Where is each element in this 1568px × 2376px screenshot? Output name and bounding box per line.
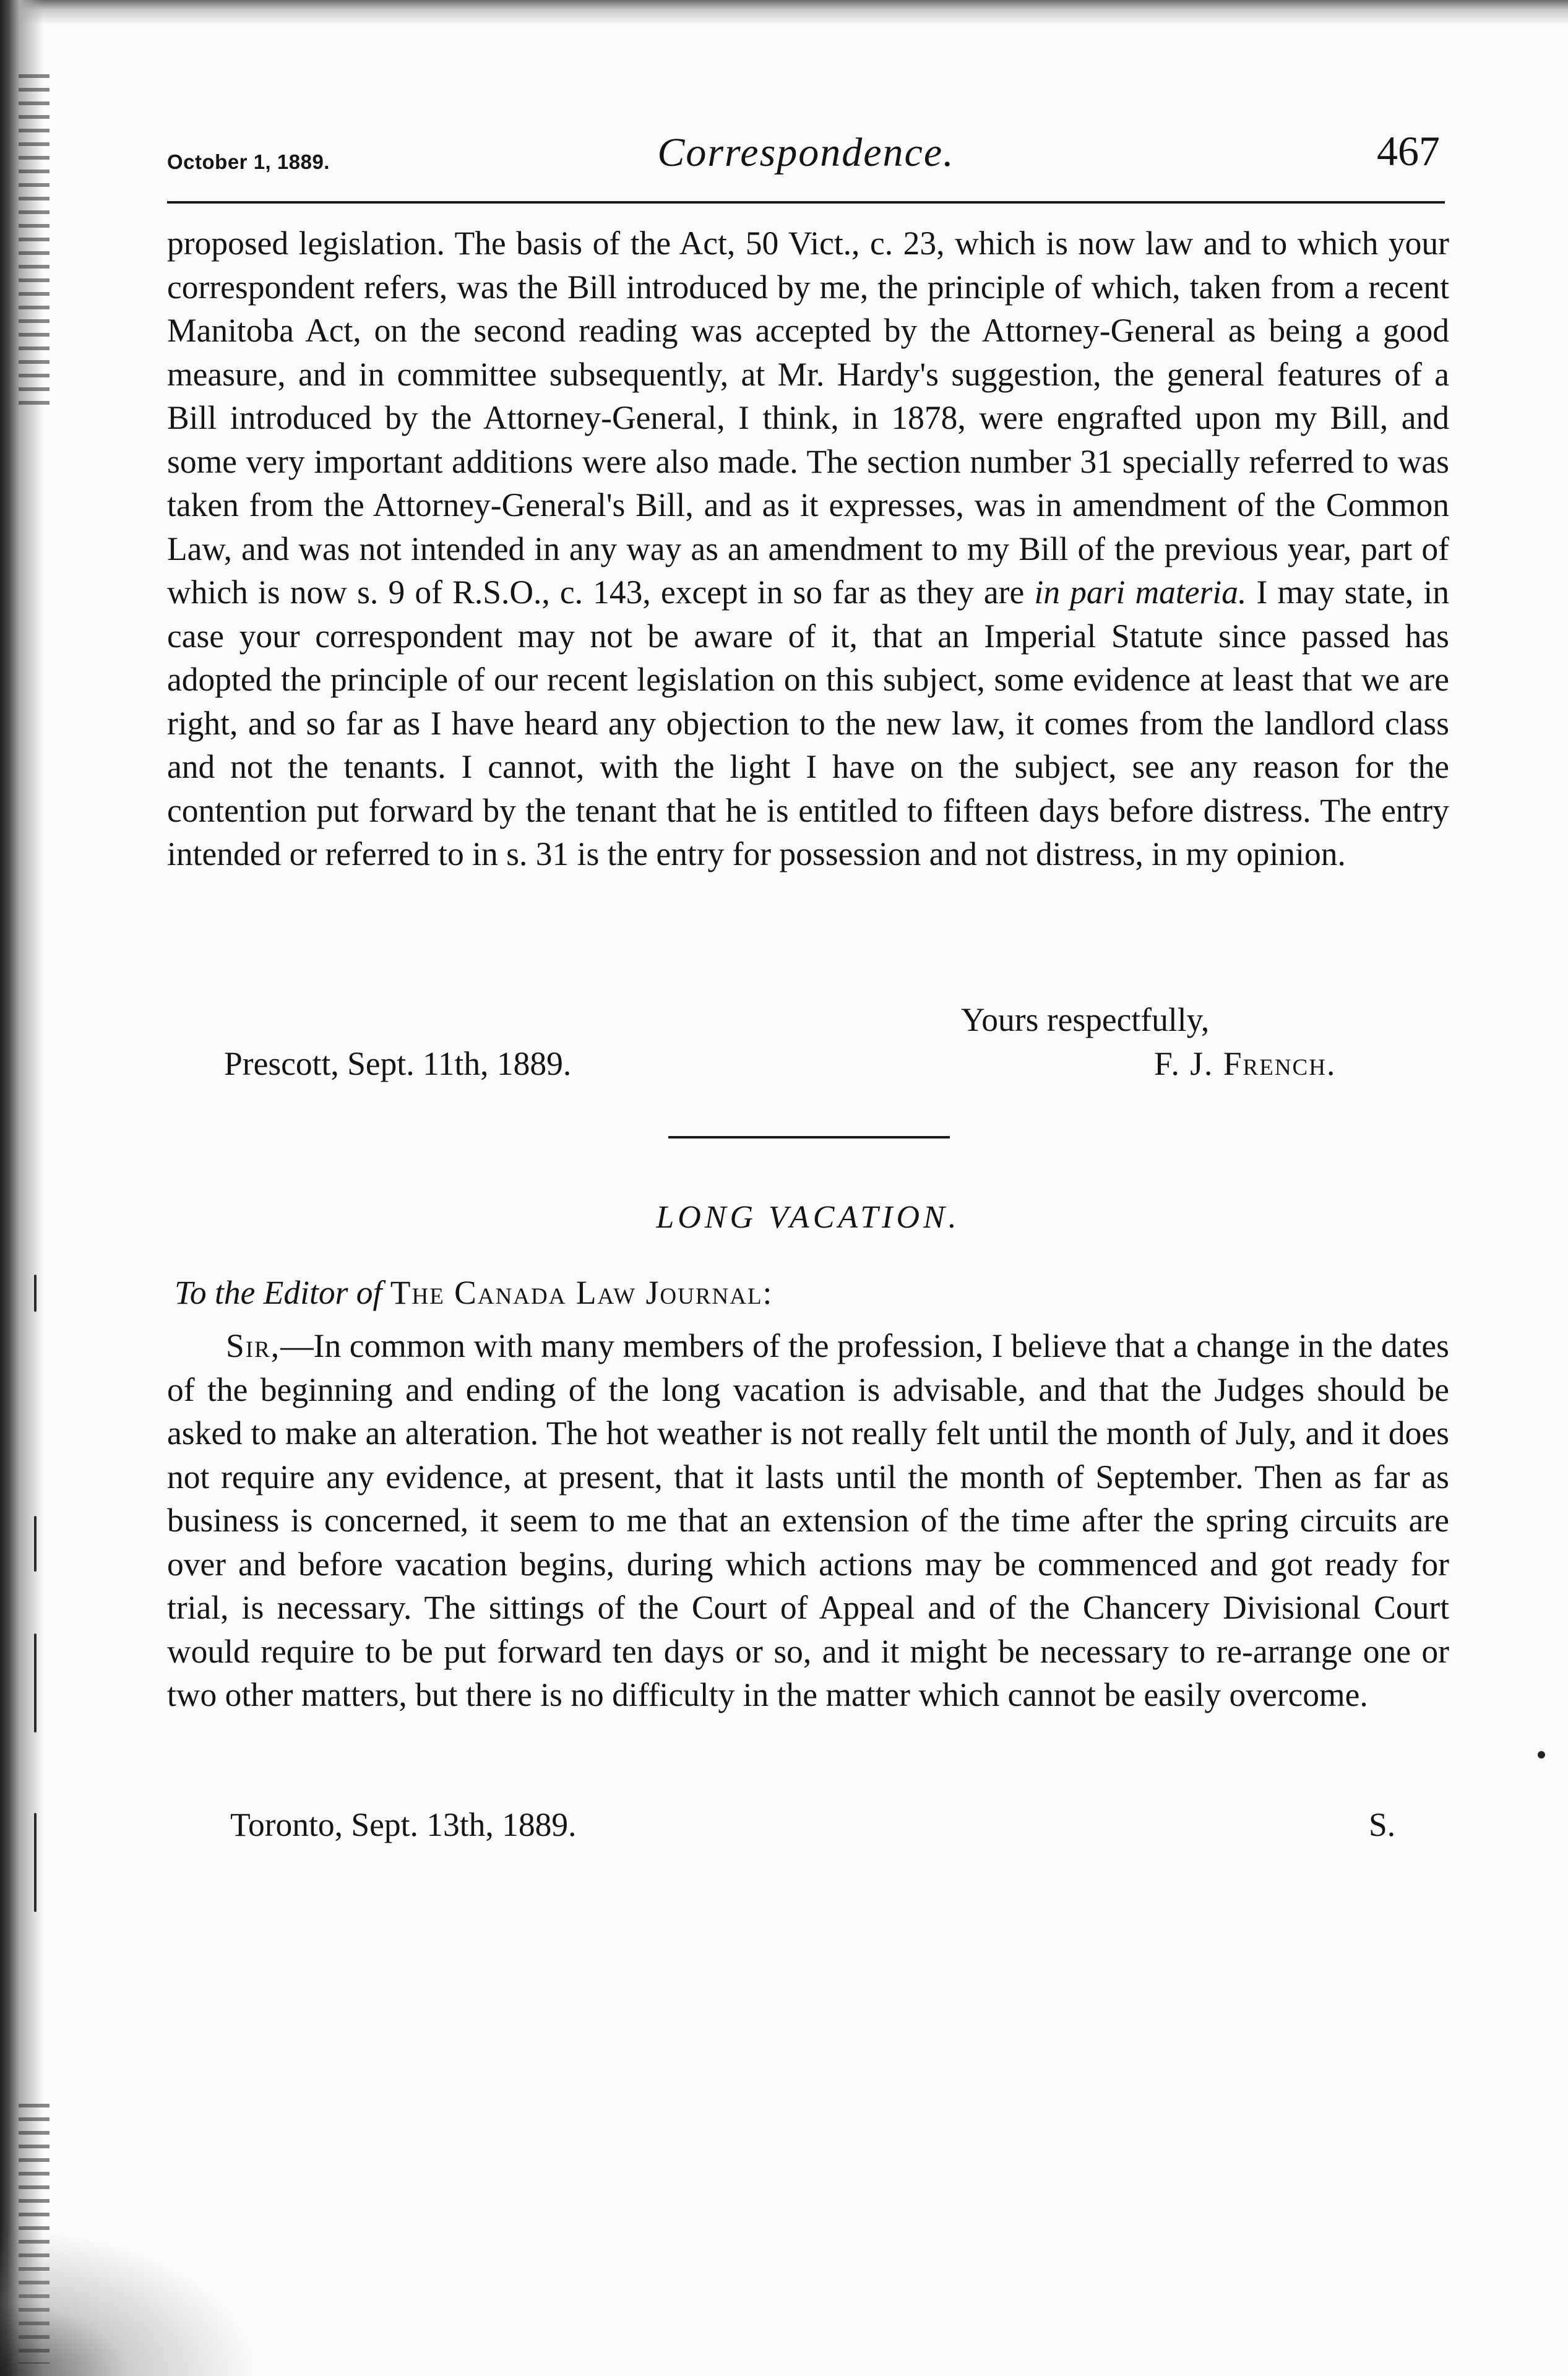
letter-french-body [167, 222, 1449, 876]
scan-edge-top [0, 0, 1568, 25]
ink-dot [1538, 1751, 1545, 1758]
letter-place-date: Toronto, Sept. 13th, 1889. [230, 1806, 577, 1843]
scan-edge-speckle [19, 74, 50, 408]
letter-paragraph [167, 222, 1449, 876]
margin-mark [34, 1634, 37, 1732]
letter-paragraph [167, 1324, 1449, 1717]
letter-long-vacation-body [167, 1324, 1449, 1717]
page-number: 467 [1377, 127, 1440, 174]
editor-address [174, 1273, 773, 1312]
valediction: Yours respectfully, [961, 1001, 1210, 1038]
salutation: Sir, [226, 1327, 281, 1364]
signature: F. J. French. [1154, 1045, 1337, 1082]
latin-phrase: in pari materia. [1034, 574, 1247, 611]
header-rule [167, 201, 1445, 204]
section-separator [668, 1136, 950, 1138]
journal-name: The Canada Law Journal: [390, 1274, 773, 1311]
article-title: LONG VACATION. [656, 1200, 960, 1235]
section-heading: Correspondence. [657, 130, 955, 175]
scan-corner-shadow [0, 2228, 260, 2376]
margin-mark [34, 1516, 37, 1572]
letter-text: proposed legislation. The basis of the Act, 50 Vict., c. 23, which is now law and to which your correspondent refers, was the Bill introduced by me, the principle of which, taken from a recent Manitoba Act, on the second reading was accepted by the Attorney-General as being a good measure, and in committee subsequently, at Mr. Hardy's suggestion, the general features of a Bill introduced by the Attorney-General, I think, in 1878, were engrafted upon my Bill, and some very important additions were also made. The section number 31 specially referred to was taken from the Attorney-General's Bill, and as it expresses, was in amendment of the Common Law, and was not intended in any way as an amendment to my Bill of the previous year, part of which is now s. 9 of R.S.O., c. 143, except in so far as they are [167, 225, 1449, 611]
margin-mark [34, 1813, 37, 1912]
margin-mark [34, 1275, 37, 1312]
issue-date: October 1, 1889. [167, 150, 330, 173]
editor-address-prefix: To the Editor of [174, 1274, 382, 1311]
letter-place-date: Prescott, Sept. 11th, 1889. [224, 1045, 572, 1082]
letter-text-continued: I may state, in case your correspondent may not be aware of it, that an Imperial Statute since passed has adopted the principle of our recent legislation on this subject, some evidence at least that we are right, and so far as I have heard any objection to the new law, it comes from the landlord class and not the tenants. I cannot, with the light I have on the subject, see any reason for the contention put forward by the tenant that he is entitled to fifteen days before distress. The entry intended or referred to in s. 31 is the entry for possession and not distress, in my opinion. [167, 574, 1450, 872]
letter-text: —In common with many members of the profession, I believe that a change in the dates of the beginning and ending of the long vacation is advisable, and that the Judges should be asked to make an alteration. The hot weather is not really felt until the month of July, and it does not require any evidence, at present, that it lasts until the month of September. Then as far as business is concerned, it seem to me that an extension of the time after the spring circuits are over and before vacation begins, during which actions may be commenced and got ready for trial, is necessary. The sittings of the Court of Appeal and of the Chancery Divisional Court would require to be put forward ten days or so, and it might be necessary to re-arrange one or two other matters, but there is no difficulty in the matter which cannot be easily overcome. [167, 1327, 1449, 1713]
signature: S. [1369, 1806, 1396, 1843]
page-header [167, 127, 1445, 195]
